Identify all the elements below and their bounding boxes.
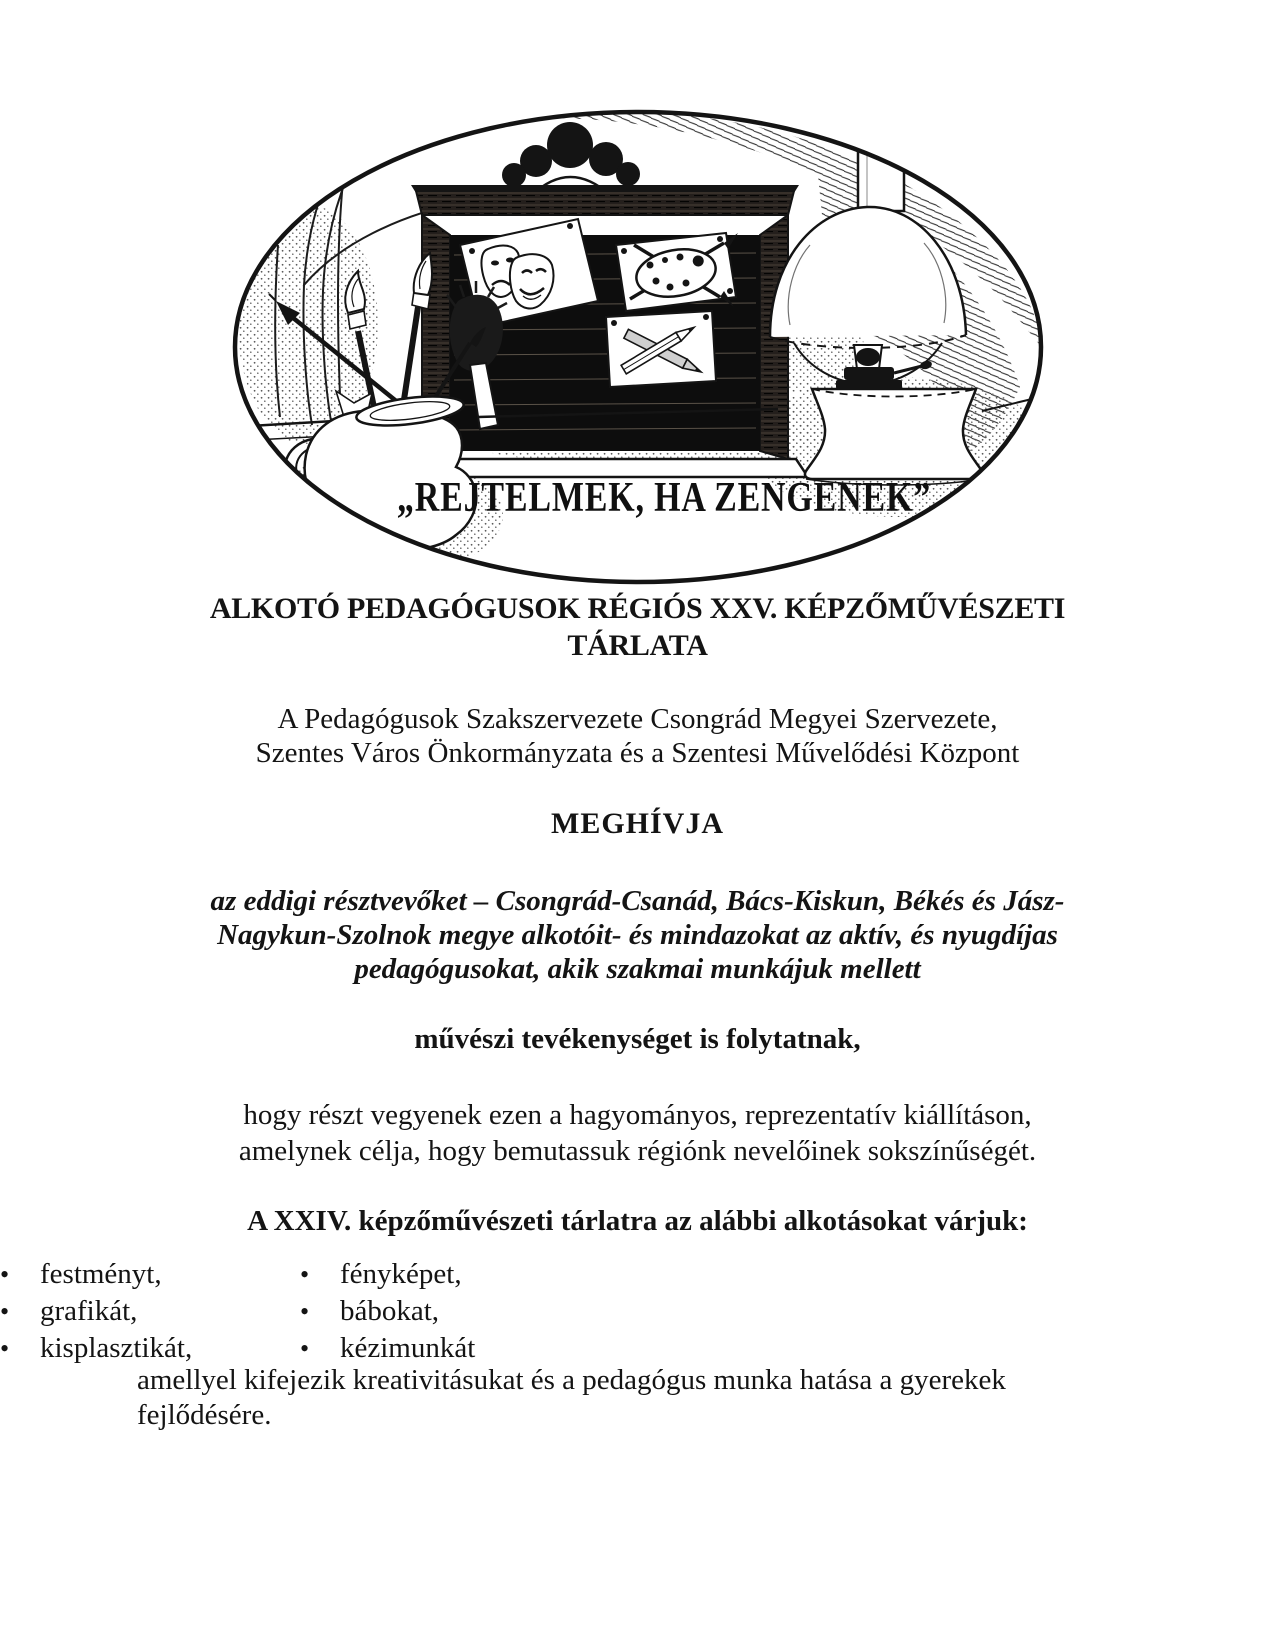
list-item — [0, 1256, 300, 1293]
submissions-list — [0, 1256, 1275, 1367]
submissions-heading: A XXIV. képzőművészeti tárlatra az alábbi alkotásokat várjuk: — [247, 1205, 1028, 1237]
list-item — [300, 1330, 475, 1367]
logo-illustration — [218, 95, 1058, 600]
audience-line3: pedagógusokat, akik szakmai munkájuk mellett — [354, 953, 921, 985]
invitation-word: MEGHÍVJA — [551, 807, 724, 840]
purpose-line1: hogy részt vegyenek ezen a hagyományos, reprezentatív kiállításon, — [243, 1099, 1032, 1131]
list-item-label: grafikát, — [40, 1295, 138, 1327]
submissions-column-right — [300, 1256, 475, 1367]
list-item-label: kézimunkát — [340, 1332, 476, 1364]
purpose-line2: amelynek célja, hogy bemutassuk régiónk nevelőinek sokszínűségét. — [238, 1135, 1037, 1167]
bullet-icon: • — [300, 1297, 310, 1326]
bullet-icon: • — [0, 1297, 10, 1326]
bullet-icon: • — [0, 1334, 10, 1363]
bullet-icon: • — [0, 1260, 10, 1289]
logo-caption: „REJTELMEK, HA ZENGENEK” — [396, 475, 931, 521]
organizers-line1: A Pedagógusok Szakszervezete Csongrád Megyei Szervezete, — [277, 703, 998, 735]
logo-oval-artwork — [218, 95, 1058, 600]
organizers-paragraph — [0, 702, 1275, 770]
audience-line1: az eddigi résztvevőket – Csongrád-Csanád, Bács-Kiskun, Békés és Jász- — [210, 885, 1065, 917]
bullet-icon: • — [300, 1260, 310, 1289]
pencils-icon — [606, 311, 716, 387]
list-item-label: festményt, — [40, 1258, 162, 1290]
organizers-line2: Szentes Város Önkormányzata és a Szentesi Művelődési Központ — [255, 737, 1020, 769]
list-item-label: kisplasztikát, — [40, 1332, 193, 1364]
purpose-paragraph — [0, 1097, 1275, 1169]
list-item-label: fényképet, — [340, 1258, 462, 1290]
list-item-label: bábokat, — [340, 1295, 440, 1327]
list-item — [300, 1293, 475, 1330]
audience-line2: Nagykun-Szolnok megye alkotóit- és mindazokat az aktív, és nyugdíjas — [217, 919, 1058, 951]
closing-line2: fejlődésére. — [137, 1399, 272, 1431]
list-item — [0, 1330, 300, 1367]
closing-paragraph — [0, 1363, 1275, 1433]
closing-line1: amellyel kifejezik kreativitásukat és a pedagógus munka hatása a gyerekek — [137, 1364, 1006, 1396]
list-item — [300, 1256, 475, 1293]
list-item — [0, 1293, 300, 1330]
bullet-icon: • — [300, 1334, 310, 1363]
page-title — [0, 590, 1275, 664]
page-title-line2: TÁRLATA — [567, 629, 708, 662]
page-title-line1: ALKOTÓ PEDAGÓGUSOK RÉGIÓS XXV. KÉPZŐMŰVÉSZETI — [209, 592, 1066, 625]
activity-line: művészi tevékenységet is folytatnak, — [414, 1023, 861, 1055]
palette-icon — [616, 233, 738, 311]
audience-paragraph — [0, 884, 1275, 986]
submissions-column-left — [0, 1256, 300, 1367]
